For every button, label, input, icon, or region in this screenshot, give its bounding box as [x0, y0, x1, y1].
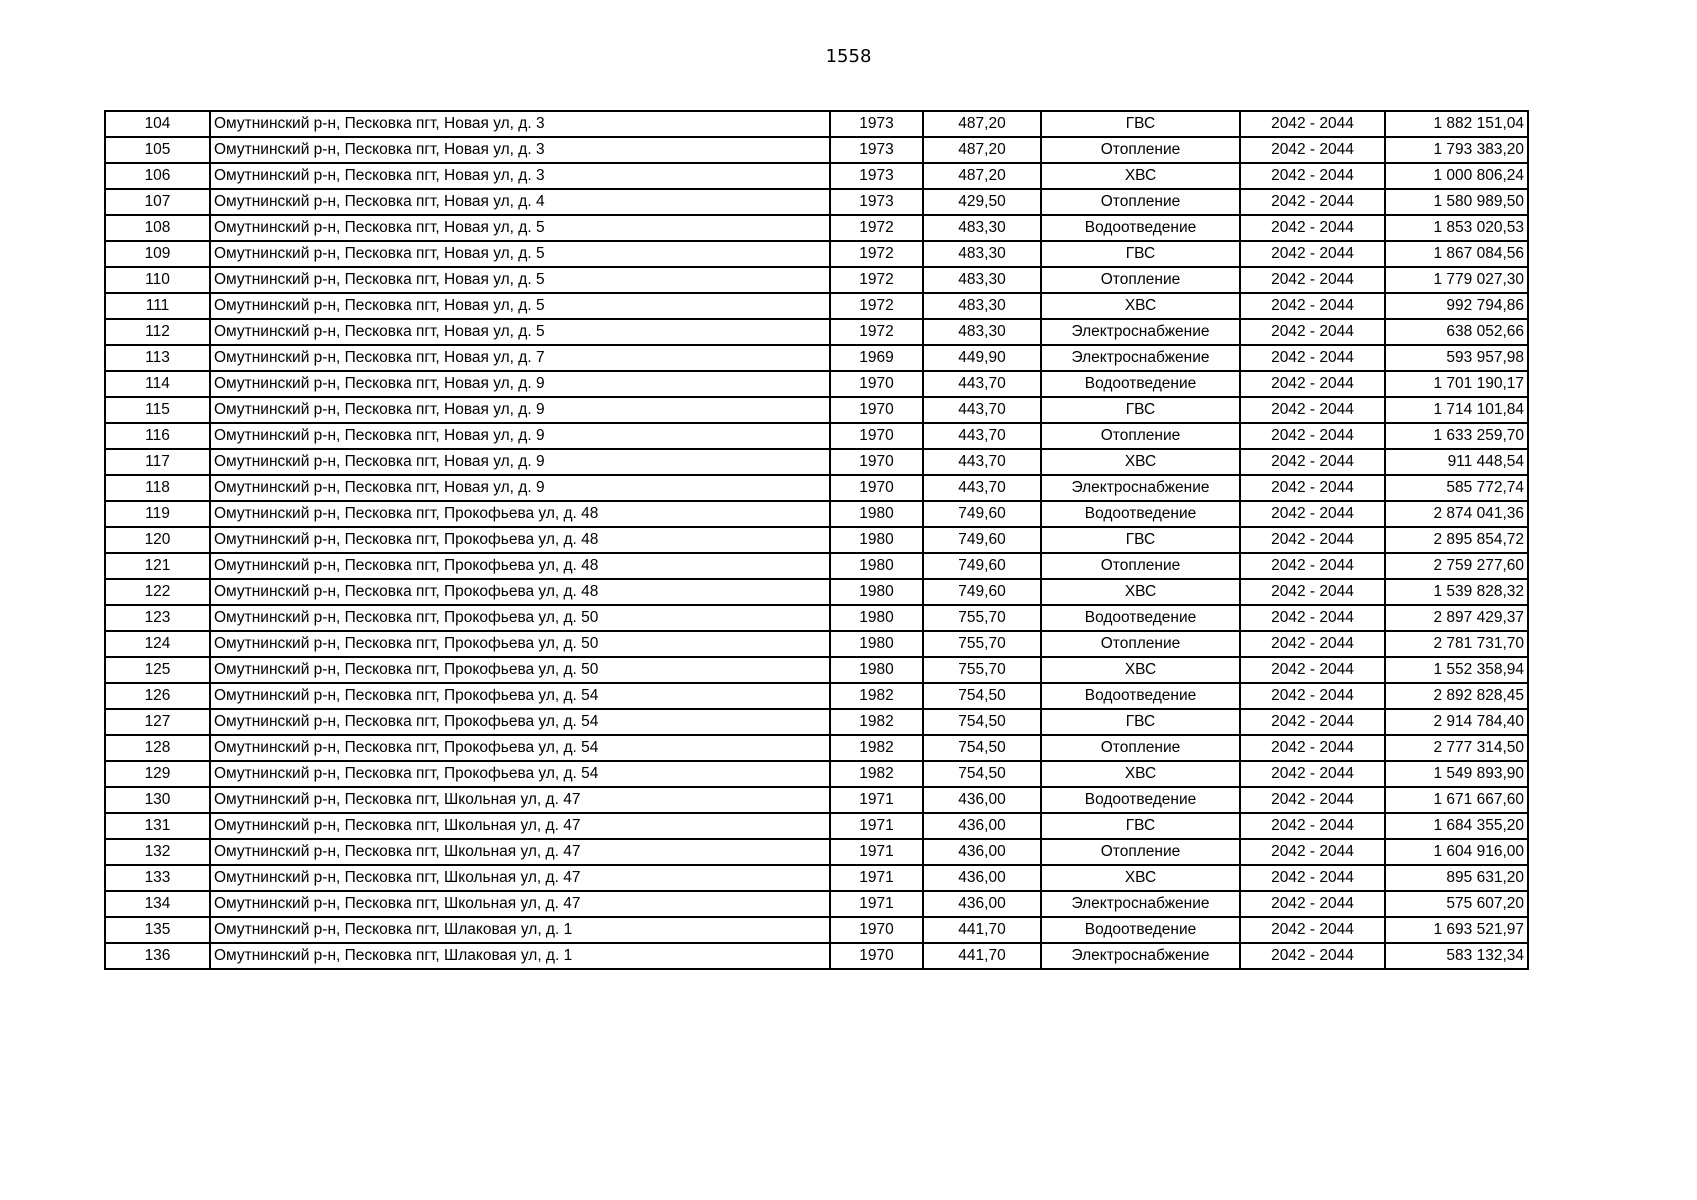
work-type-cell: ГВС: [1041, 111, 1240, 137]
address-cell: Омутнинский р-н, Песковка пгт, Прокофьева ул, д. 50: [210, 631, 830, 657]
address-cell: Омутнинский р-н, Песковка пгт, Прокофьева ул, д. 48: [210, 527, 830, 553]
area-cell: 487,20: [923, 163, 1041, 189]
build-year-cell: 1970: [830, 943, 923, 969]
area-cell: 755,70: [923, 631, 1041, 657]
build-year-cell: 1970: [830, 475, 923, 501]
address-cell: Омутнинский р-н, Песковка пгт, Новая ул, д. 9: [210, 423, 830, 449]
build-year-cell: 1982: [830, 735, 923, 761]
row-number-cell: 113: [105, 345, 210, 371]
table-row: [105, 605, 1528, 631]
table-body: [105, 111, 1528, 969]
build-year-cell: 1980: [830, 657, 923, 683]
period-cell: 2042 - 2044: [1240, 683, 1385, 709]
build-year-cell: 1971: [830, 891, 923, 917]
repair-schedule-table: [104, 110, 1529, 970]
table-row: [105, 267, 1528, 293]
row-number-cell: 123: [105, 605, 210, 631]
build-year-cell: 1980: [830, 579, 923, 605]
row-number-cell: 131: [105, 813, 210, 839]
table-row: [105, 319, 1528, 345]
build-year-cell: 1972: [830, 293, 923, 319]
period-cell: 2042 - 2044: [1240, 371, 1385, 397]
area-cell: 429,50: [923, 189, 1041, 215]
table-row: [105, 293, 1528, 319]
period-cell: 2042 - 2044: [1240, 111, 1385, 137]
address-cell: Омутнинский р-н, Песковка пгт, Школьная ул, д. 47: [210, 813, 830, 839]
cost-cell: 1 793 383,20: [1385, 137, 1528, 163]
cost-cell: 2 777 314,50: [1385, 735, 1528, 761]
build-year-cell: 1972: [830, 241, 923, 267]
row-number-cell: 115: [105, 397, 210, 423]
table-row: [105, 189, 1528, 215]
row-number-cell: 132: [105, 839, 210, 865]
area-cell: 754,50: [923, 709, 1041, 735]
period-cell: 2042 - 2044: [1240, 865, 1385, 891]
cost-cell: 992 794,86: [1385, 293, 1528, 319]
address-cell: Омутнинский р-н, Песковка пгт, Школьная ул, д. 47: [210, 865, 830, 891]
build-year-cell: 1980: [830, 631, 923, 657]
row-number-cell: 108: [105, 215, 210, 241]
address-cell: Омутнинский р-н, Песковка пгт, Новая ул, д. 4: [210, 189, 830, 215]
address-cell: Омутнинский р-н, Песковка пгт, Новая ул, д. 3: [210, 111, 830, 137]
period-cell: 2042 - 2044: [1240, 813, 1385, 839]
address-cell: Омутнинский р-н, Песковка пгт, Новая ул, д. 5: [210, 241, 830, 267]
period-cell: 2042 - 2044: [1240, 761, 1385, 787]
cost-cell: 593 957,98: [1385, 345, 1528, 371]
area-cell: 754,50: [923, 683, 1041, 709]
address-cell: Омутнинский р-н, Песковка пгт, Прокофьева ул, д. 48: [210, 501, 830, 527]
address-cell: Омутнинский р-н, Песковка пгт, Новая ул, д. 5: [210, 267, 830, 293]
period-cell: 2042 - 2044: [1240, 189, 1385, 215]
period-cell: 2042 - 2044: [1240, 293, 1385, 319]
area-cell: 436,00: [923, 813, 1041, 839]
table-row: [105, 631, 1528, 657]
work-type-cell: Отопление: [1041, 189, 1240, 215]
table-row: [105, 787, 1528, 813]
build-year-cell: 1970: [830, 397, 923, 423]
cost-cell: 895 631,20: [1385, 865, 1528, 891]
period-cell: 2042 - 2044: [1240, 917, 1385, 943]
cost-cell: 585 772,74: [1385, 475, 1528, 501]
period-cell: 2042 - 2044: [1240, 267, 1385, 293]
period-cell: 2042 - 2044: [1240, 527, 1385, 553]
table-row: [105, 709, 1528, 735]
cost-cell: 2 897 429,37: [1385, 605, 1528, 631]
address-cell: Омутнинский р-н, Песковка пгт, Новая ул, д. 9: [210, 371, 830, 397]
area-cell: 441,70: [923, 943, 1041, 969]
table-row: [105, 761, 1528, 787]
work-type-cell: ХВС: [1041, 865, 1240, 891]
table-row: [105, 917, 1528, 943]
area-cell: 754,50: [923, 761, 1041, 787]
area-cell: 483,30: [923, 319, 1041, 345]
period-cell: 2042 - 2044: [1240, 345, 1385, 371]
cost-cell: 1 633 259,70: [1385, 423, 1528, 449]
table-row: [105, 111, 1528, 137]
build-year-cell: 1972: [830, 215, 923, 241]
row-number-cell: 119: [105, 501, 210, 527]
period-cell: 2042 - 2044: [1240, 423, 1385, 449]
cost-cell: 911 448,54: [1385, 449, 1528, 475]
work-type-cell: Отопление: [1041, 839, 1240, 865]
period-cell: 2042 - 2044: [1240, 241, 1385, 267]
table-row: [105, 371, 1528, 397]
work-type-cell: Водоотведение: [1041, 605, 1240, 631]
address-cell: Омутнинский р-н, Песковка пгт, Новая ул, д. 9: [210, 475, 830, 501]
area-cell: 755,70: [923, 605, 1041, 631]
work-type-cell: Водоотведение: [1041, 787, 1240, 813]
table-row: [105, 657, 1528, 683]
work-type-cell: Электроснабжение: [1041, 345, 1240, 371]
table-row: [105, 735, 1528, 761]
cost-cell: 1 580 989,50: [1385, 189, 1528, 215]
cost-cell: 1 539 828,32: [1385, 579, 1528, 605]
address-cell: Омутнинский р-н, Песковка пгт, Шлаковая ул, д. 1: [210, 917, 830, 943]
cost-cell: 1 714 101,84: [1385, 397, 1528, 423]
work-type-cell: ХВС: [1041, 293, 1240, 319]
row-number-cell: 114: [105, 371, 210, 397]
area-cell: 749,60: [923, 501, 1041, 527]
period-cell: 2042 - 2044: [1240, 553, 1385, 579]
cost-cell: 575 607,20: [1385, 891, 1528, 917]
work-type-cell: Отопление: [1041, 553, 1240, 579]
area-cell: 443,70: [923, 397, 1041, 423]
build-year-cell: 1971: [830, 865, 923, 891]
row-number-cell: 116: [105, 423, 210, 449]
area-cell: 449,90: [923, 345, 1041, 371]
cost-cell: 1 552 358,94: [1385, 657, 1528, 683]
work-type-cell: ГВС: [1041, 709, 1240, 735]
table-row: [105, 501, 1528, 527]
area-cell: 754,50: [923, 735, 1041, 761]
table-row: [105, 553, 1528, 579]
address-cell: Омутнинский р-н, Песковка пгт, Школьная ул, д. 47: [210, 891, 830, 917]
row-number-cell: 128: [105, 735, 210, 761]
address-cell: Омутнинский р-н, Песковка пгт, Прокофьева ул, д. 50: [210, 605, 830, 631]
area-cell: 443,70: [923, 449, 1041, 475]
work-type-cell: ХВС: [1041, 163, 1240, 189]
row-number-cell: 122: [105, 579, 210, 605]
area-cell: 749,60: [923, 553, 1041, 579]
period-cell: 2042 - 2044: [1240, 657, 1385, 683]
table-row: [105, 865, 1528, 891]
work-type-cell: ГВС: [1041, 813, 1240, 839]
build-year-cell: 1973: [830, 163, 923, 189]
cost-cell: 1 604 916,00: [1385, 839, 1528, 865]
row-number-cell: 111: [105, 293, 210, 319]
row-number-cell: 125: [105, 657, 210, 683]
build-year-cell: 1971: [830, 839, 923, 865]
table-row: [105, 449, 1528, 475]
address-cell: Омутнинский р-н, Песковка пгт, Новая ул, д. 3: [210, 163, 830, 189]
period-cell: 2042 - 2044: [1240, 735, 1385, 761]
row-number-cell: 135: [105, 917, 210, 943]
build-year-cell: 1980: [830, 527, 923, 553]
table-row: [105, 943, 1528, 969]
row-number-cell: 136: [105, 943, 210, 969]
work-type-cell: ХВС: [1041, 449, 1240, 475]
cost-cell: 1 853 020,53: [1385, 215, 1528, 241]
cost-cell: 2 874 041,36: [1385, 501, 1528, 527]
area-cell: 436,00: [923, 891, 1041, 917]
area-cell: 443,70: [923, 475, 1041, 501]
work-type-cell: Водоотведение: [1041, 371, 1240, 397]
cost-cell: 1 867 084,56: [1385, 241, 1528, 267]
period-cell: 2042 - 2044: [1240, 787, 1385, 813]
period-cell: 2042 - 2044: [1240, 397, 1385, 423]
row-number-cell: 133: [105, 865, 210, 891]
area-cell: 443,70: [923, 423, 1041, 449]
table-row: [105, 891, 1528, 917]
table-row: [105, 475, 1528, 501]
area-cell: 436,00: [923, 865, 1041, 891]
address-cell: Омутнинский р-н, Песковка пгт, Прокофьева ул, д. 54: [210, 709, 830, 735]
period-cell: 2042 - 2044: [1240, 137, 1385, 163]
cost-cell: 2 759 277,60: [1385, 553, 1528, 579]
row-number-cell: 129: [105, 761, 210, 787]
row-number-cell: 126: [105, 683, 210, 709]
area-cell: 483,30: [923, 267, 1041, 293]
table-row: [105, 683, 1528, 709]
work-type-cell: Отопление: [1041, 423, 1240, 449]
work-type-cell: Водоотведение: [1041, 215, 1240, 241]
area-cell: 755,70: [923, 657, 1041, 683]
build-year-cell: 1980: [830, 553, 923, 579]
table-row: [105, 241, 1528, 267]
build-year-cell: 1982: [830, 709, 923, 735]
area-cell: 441,70: [923, 917, 1041, 943]
address-cell: Омутнинский р-н, Песковка пгт, Прокофьева ул, д. 50: [210, 657, 830, 683]
cost-cell: 2 914 784,40: [1385, 709, 1528, 735]
address-cell: Омутнинский р-н, Песковка пгт, Прокофьева ул, д. 48: [210, 579, 830, 605]
period-cell: 2042 - 2044: [1240, 475, 1385, 501]
area-cell: 483,30: [923, 241, 1041, 267]
period-cell: 2042 - 2044: [1240, 449, 1385, 475]
row-number-cell: 121: [105, 553, 210, 579]
cost-cell: 2 895 854,72: [1385, 527, 1528, 553]
address-cell: Омутнинский р-н, Песковка пгт, Прокофьева ул, д. 54: [210, 735, 830, 761]
work-type-cell: Отопление: [1041, 267, 1240, 293]
work-type-cell: Электроснабжение: [1041, 475, 1240, 501]
row-number-cell: 104: [105, 111, 210, 137]
table-row: [105, 813, 1528, 839]
work-type-cell: Водоотведение: [1041, 917, 1240, 943]
area-cell: 749,60: [923, 579, 1041, 605]
row-number-cell: 105: [105, 137, 210, 163]
build-year-cell: 1969: [830, 345, 923, 371]
period-cell: 2042 - 2044: [1240, 891, 1385, 917]
period-cell: 2042 - 2044: [1240, 163, 1385, 189]
build-year-cell: 1972: [830, 267, 923, 293]
work-type-cell: ГВС: [1041, 241, 1240, 267]
area-cell: 749,60: [923, 527, 1041, 553]
work-type-cell: Водоотведение: [1041, 501, 1240, 527]
cost-cell: 638 052,66: [1385, 319, 1528, 345]
work-type-cell: Водоотведение: [1041, 683, 1240, 709]
address-cell: Омутнинский р-н, Песковка пгт, Прокофьева ул, д. 48: [210, 553, 830, 579]
period-cell: 2042 - 2044: [1240, 709, 1385, 735]
row-number-cell: 127: [105, 709, 210, 735]
row-number-cell: 110: [105, 267, 210, 293]
address-cell: Омутнинский р-н, Песковка пгт, Школьная ул, д. 47: [210, 839, 830, 865]
work-type-cell: Отопление: [1041, 137, 1240, 163]
cost-cell: 1 693 521,97: [1385, 917, 1528, 943]
build-year-cell: 1970: [830, 371, 923, 397]
table-row: [105, 163, 1528, 189]
address-cell: Омутнинский р-н, Песковка пгт, Новая ул, д. 7: [210, 345, 830, 371]
build-year-cell: 1972: [830, 319, 923, 345]
period-cell: 2042 - 2044: [1240, 605, 1385, 631]
row-number-cell: 117: [105, 449, 210, 475]
row-number-cell: 120: [105, 527, 210, 553]
table-row: [105, 579, 1528, 605]
period-cell: 2042 - 2044: [1240, 943, 1385, 969]
work-type-cell: ХВС: [1041, 579, 1240, 605]
cost-cell: 1 701 190,17: [1385, 371, 1528, 397]
build-year-cell: 1973: [830, 189, 923, 215]
build-year-cell: 1982: [830, 761, 923, 787]
work-type-cell: Электроснабжение: [1041, 319, 1240, 345]
address-cell: Омутнинский р-н, Песковка пгт, Новая ул, д. 5: [210, 293, 830, 319]
address-cell: Омутнинский р-н, Песковка пгт, Новая ул, д. 3: [210, 137, 830, 163]
cost-cell: 1 684 355,20: [1385, 813, 1528, 839]
cost-cell: 2 781 731,70: [1385, 631, 1528, 657]
address-cell: Омутнинский р-н, Песковка пгт, Новая ул, д. 5: [210, 319, 830, 345]
row-number-cell: 134: [105, 891, 210, 917]
work-type-cell: ГВС: [1041, 397, 1240, 423]
build-year-cell: 1973: [830, 111, 923, 137]
build-year-cell: 1973: [830, 137, 923, 163]
address-cell: Омутнинский р-н, Песковка пгт, Новая ул, д. 9: [210, 397, 830, 423]
table-row: [105, 137, 1528, 163]
cost-cell: 1 549 893,90: [1385, 761, 1528, 787]
area-cell: 483,30: [923, 293, 1041, 319]
table-row: [105, 839, 1528, 865]
row-number-cell: 130: [105, 787, 210, 813]
table-row: [105, 397, 1528, 423]
build-year-cell: 1982: [830, 683, 923, 709]
build-year-cell: 1970: [830, 917, 923, 943]
address-cell: Омутнинский р-н, Песковка пгт, Прокофьева ул, д. 54: [210, 683, 830, 709]
work-type-cell: ХВС: [1041, 657, 1240, 683]
area-cell: 436,00: [923, 839, 1041, 865]
address-cell: Омутнинский р-н, Песковка пгт, Шлаковая ул, д. 1: [210, 943, 830, 969]
period-cell: 2042 - 2044: [1240, 839, 1385, 865]
address-cell: Омутнинский р-н, Песковка пгт, Новая ул, д. 9: [210, 449, 830, 475]
work-type-cell: ГВС: [1041, 527, 1240, 553]
row-number-cell: 106: [105, 163, 210, 189]
row-number-cell: 109: [105, 241, 210, 267]
cost-cell: 1 882 151,04: [1385, 111, 1528, 137]
work-type-cell: Отопление: [1041, 631, 1240, 657]
area-cell: 443,70: [923, 371, 1041, 397]
table-row: [105, 345, 1528, 371]
address-cell: Омутнинский р-н, Песковка пгт, Прокофьева ул, д. 54: [210, 761, 830, 787]
area-cell: 436,00: [923, 787, 1041, 813]
row-number-cell: 124: [105, 631, 210, 657]
cost-cell: 583 132,34: [1385, 943, 1528, 969]
period-cell: 2042 - 2044: [1240, 319, 1385, 345]
table-row: [105, 215, 1528, 241]
build-year-cell: 1970: [830, 449, 923, 475]
build-year-cell: 1980: [830, 501, 923, 527]
table-row: [105, 527, 1528, 553]
period-cell: 2042 - 2044: [1240, 501, 1385, 527]
build-year-cell: 1970: [830, 423, 923, 449]
period-cell: 2042 - 2044: [1240, 631, 1385, 657]
work-type-cell: ХВС: [1041, 761, 1240, 787]
row-number-cell: 107: [105, 189, 210, 215]
row-number-cell: 112: [105, 319, 210, 345]
page-number: 1558: [825, 46, 872, 67]
build-year-cell: 1971: [830, 813, 923, 839]
period-cell: 2042 - 2044: [1240, 579, 1385, 605]
period-cell: 2042 - 2044: [1240, 215, 1385, 241]
row-number-cell: 118: [105, 475, 210, 501]
cost-cell: 1 779 027,30: [1385, 267, 1528, 293]
table-row: [105, 423, 1528, 449]
area-cell: 487,20: [923, 111, 1041, 137]
area-cell: 483,30: [923, 215, 1041, 241]
cost-cell: 2 892 828,45: [1385, 683, 1528, 709]
build-year-cell: 1971: [830, 787, 923, 813]
build-year-cell: 1980: [830, 605, 923, 631]
work-type-cell: Отопление: [1041, 735, 1240, 761]
cost-cell: 1 671 667,60: [1385, 787, 1528, 813]
work-type-cell: Электроснабжение: [1041, 943, 1240, 969]
address-cell: Омутнинский р-н, Песковка пгт, Школьная ул, д. 47: [210, 787, 830, 813]
cost-cell: 1 000 806,24: [1385, 163, 1528, 189]
work-type-cell: Электроснабжение: [1041, 891, 1240, 917]
area-cell: 487,20: [923, 137, 1041, 163]
address-cell: Омутнинский р-н, Песковка пгт, Новая ул, д. 5: [210, 215, 830, 241]
